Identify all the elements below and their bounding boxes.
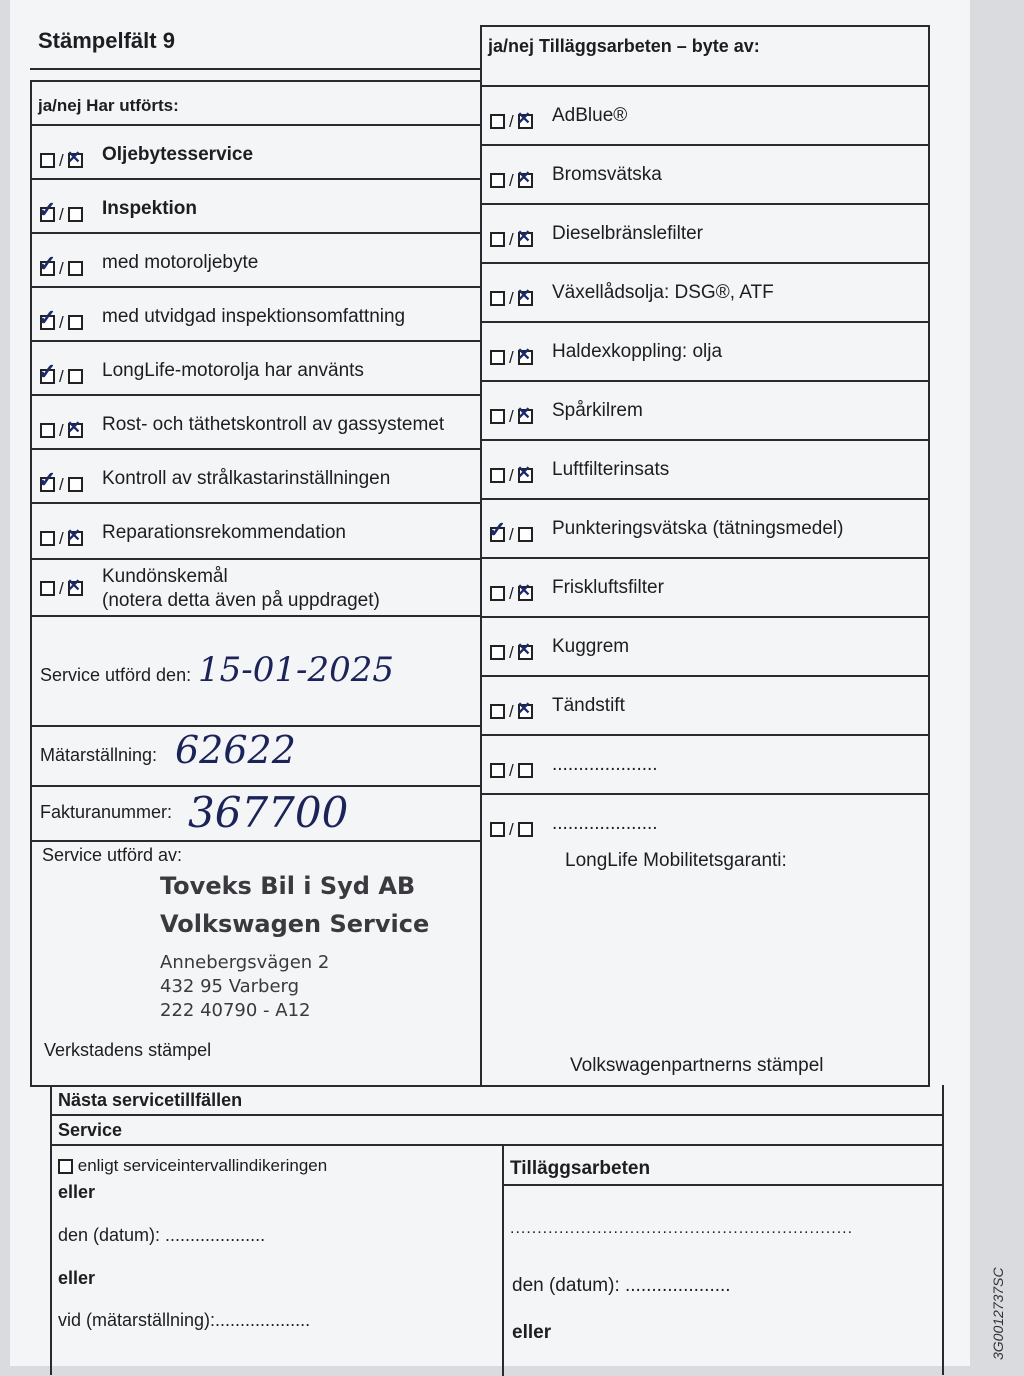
extra-item-yes-checkbox[interactable] bbox=[490, 704, 505, 719]
done-item-checks: ✓/ bbox=[40, 366, 83, 388]
done-item-no-checkbox[interactable] bbox=[68, 531, 83, 546]
done-item-checks: /✕ bbox=[40, 150, 83, 172]
done-item-label: Inspektion bbox=[102, 198, 198, 219]
row-divider bbox=[50, 1144, 942, 1146]
interval-checkbox[interactable] bbox=[58, 1159, 73, 1174]
done-item-label: Oljebytesservice bbox=[102, 144, 254, 165]
row-divider bbox=[480, 203, 930, 205]
row-divider bbox=[480, 439, 930, 441]
row-divider bbox=[30, 340, 480, 342]
next-date-field[interactable]: den (datum): .................... bbox=[58, 1225, 266, 1245]
partner-stamp-label: Volkswagenpartnerns stämpel bbox=[570, 1055, 824, 1076]
invoice-label: Fakturanummer: bbox=[40, 802, 173, 822]
extra-item-label: Friskluftsfilter bbox=[552, 577, 664, 598]
row-divider bbox=[480, 321, 930, 323]
next-left-border bbox=[50, 1085, 52, 1375]
row-divider bbox=[30, 448, 480, 450]
service-date-value: 15-01-2025 bbox=[198, 650, 395, 690]
extra-item-no-checkbox[interactable] bbox=[518, 822, 533, 837]
row-divider bbox=[480, 144, 930, 146]
row-divider bbox=[30, 124, 480, 126]
row-divider bbox=[480, 616, 930, 618]
extra-item-checks: ✓/ bbox=[490, 524, 533, 546]
next-column-divider bbox=[502, 1144, 504, 1376]
extra-item-no-checkbox[interactable] bbox=[518, 409, 533, 424]
row-divider bbox=[30, 615, 480, 617]
extra-item-no-checkbox[interactable] bbox=[518, 173, 533, 188]
mobility-label: LongLife Mobilitetsgaranti: bbox=[565, 850, 787, 871]
done-item-checks: ✓/ bbox=[40, 474, 83, 496]
extra-item-yes-checkbox[interactable] bbox=[490, 468, 505, 483]
done-item-no-checkbox[interactable] bbox=[68, 315, 83, 330]
service-date-label: Service utförd den: bbox=[40, 665, 192, 685]
performed-by-label: Service utförd av: bbox=[42, 845, 183, 865]
extra-item-label: Kuggrem bbox=[552, 636, 630, 657]
left-border bbox=[30, 80, 32, 1085]
section-divider bbox=[30, 1085, 930, 1087]
stamp-city: 432 95 Varberg bbox=[160, 976, 300, 997]
invoice-value: 367700 bbox=[188, 788, 349, 837]
extra-item-label: Växellådsolja: DSG®, ATF bbox=[552, 282, 774, 303]
done-item-label: med utvidgad inspektionsomfattning bbox=[102, 306, 406, 327]
row-divider bbox=[30, 502, 480, 504]
extra-item-yes-checkbox[interactable] bbox=[490, 232, 505, 247]
extra-item-no-checkbox[interactable] bbox=[518, 763, 533, 778]
extra-item-checks: /✕ bbox=[490, 111, 533, 133]
done-item-checks: ✓/ bbox=[40, 204, 83, 226]
interval-option-label: enligt serviceintervallindikeringen bbox=[77, 1156, 328, 1175]
extra-item-checks: /✕ bbox=[490, 583, 533, 605]
stamp-field-form bbox=[30, 10, 930, 1366]
extra-item-checks: /✕ bbox=[490, 288, 533, 310]
stamp-number: 222 40790 - A12 bbox=[160, 1000, 311, 1021]
done-item-no-checkbox[interactable] bbox=[68, 477, 83, 492]
done-item-yes-checkbox[interactable] bbox=[40, 153, 55, 168]
odometer-label: Mätarställning: bbox=[40, 745, 158, 765]
extra-item-no-checkbox[interactable] bbox=[518, 468, 533, 483]
next-service-title: Nästa servicetillfällen bbox=[58, 1090, 243, 1110]
column-divider bbox=[480, 25, 482, 1085]
odometer-value: 62622 bbox=[175, 728, 296, 772]
next-odometer-field[interactable]: vid (mätarställning):................... bbox=[58, 1310, 311, 1330]
extra-item-no-checkbox[interactable] bbox=[518, 645, 533, 660]
extra-or-label: eller bbox=[512, 1322, 552, 1343]
done-item-yes-checkbox[interactable] bbox=[40, 261, 55, 276]
row-divider bbox=[30, 232, 480, 234]
row-divider bbox=[30, 558, 480, 560]
done-item-label: Reparationsrekommendation bbox=[102, 522, 346, 543]
row-divider bbox=[480, 557, 930, 559]
row-divider bbox=[480, 85, 930, 87]
done-item-no-checkbox[interactable] bbox=[68, 153, 83, 168]
extra-item-yes-checkbox[interactable] bbox=[490, 173, 505, 188]
kundonskemal-note: (notera detta även på uppdraget) bbox=[102, 590, 380, 611]
extra-item-checks: /✕ bbox=[490, 170, 533, 192]
title-underline bbox=[30, 68, 480, 70]
done-item-label: med motoroljebyte bbox=[102, 252, 259, 273]
extra-item-yes-checkbox[interactable] bbox=[490, 114, 505, 129]
extra-item-label: Punkteringsvätska (tätningsmedel) bbox=[552, 518, 844, 539]
extra-item-yes-checkbox[interactable] bbox=[490, 645, 505, 660]
done-item-checks: /✕ bbox=[40, 528, 83, 550]
done-item-label: LongLife-motorolja har använts bbox=[102, 360, 364, 381]
done-item-label: Rost- och täthetskontroll av gassystemet bbox=[102, 414, 445, 435]
extra-item-checks: /✕ bbox=[490, 406, 533, 428]
row-divider bbox=[480, 675, 930, 677]
left-header-top bbox=[30, 80, 480, 82]
kundonskemal-no-checkbox[interactable] bbox=[68, 581, 83, 596]
done-item-yes-checkbox[interactable] bbox=[40, 531, 55, 546]
extra-work-field[interactable]: ............................................................... bbox=[510, 1220, 854, 1237]
done-item-no-checkbox[interactable] bbox=[68, 207, 83, 222]
stamp-street: Annebergsvägen 2 bbox=[160, 952, 330, 973]
next-right-border bbox=[942, 1085, 944, 1375]
row-divider bbox=[30, 785, 480, 787]
row-divider bbox=[480, 498, 930, 500]
row-divider bbox=[480, 734, 930, 736]
extra-item-yes-checkbox[interactable] bbox=[490, 586, 505, 601]
row-divider bbox=[30, 178, 480, 180]
extra-item-label: .................... bbox=[552, 813, 658, 834]
kundonskemal-checks: /✕ bbox=[40, 578, 83, 600]
left-header: ja/nej Har utförts: bbox=[38, 96, 179, 115]
extra-item-yes-checkbox[interactable] bbox=[490, 822, 505, 837]
stamp-company: Toveks Bil i Syd AB bbox=[160, 872, 416, 900]
row-divider bbox=[502, 1184, 942, 1186]
extra-work-label: Tilläggsarbeten bbox=[510, 1158, 651, 1179]
extra-item-checks: /✕ bbox=[490, 347, 533, 369]
done-item-checks: ✓/ bbox=[40, 258, 83, 280]
row-divider bbox=[30, 725, 480, 727]
extra-item-no-checkbox[interactable] bbox=[518, 114, 533, 129]
extra-item-yes-checkbox[interactable] bbox=[490, 291, 505, 306]
stamp-brand: Volkswagen Service bbox=[160, 910, 430, 938]
done-item-yes-checkbox[interactable] bbox=[40, 423, 55, 438]
done-item-no-checkbox[interactable] bbox=[68, 261, 83, 276]
extra-item-yes-checkbox[interactable] bbox=[490, 350, 505, 365]
extra-item-checks: /✕ bbox=[490, 465, 533, 487]
form-title: Stämpelfält 9 bbox=[38, 28, 175, 53]
done-item-yes-checkbox[interactable] bbox=[40, 315, 55, 330]
row-divider bbox=[30, 840, 480, 842]
interval-option bbox=[58, 1156, 327, 1176]
extra-item-no-checkbox[interactable] bbox=[518, 527, 533, 542]
row-divider bbox=[30, 286, 480, 288]
form-page bbox=[10, 0, 970, 1366]
extra-item-no-checkbox[interactable] bbox=[518, 350, 533, 365]
extra-item-label: Haldexkoppling: olja bbox=[552, 341, 723, 362]
extra-item-label: .................... bbox=[552, 754, 658, 775]
extra-item-yes-checkbox[interactable] bbox=[490, 763, 505, 778]
extra-item-no-checkbox[interactable] bbox=[518, 704, 533, 719]
extra-item-no-checkbox[interactable] bbox=[518, 586, 533, 601]
row-divider bbox=[50, 1114, 942, 1116]
document-code: 3G0012737SC bbox=[990, 1267, 1006, 1360]
right-border bbox=[928, 25, 930, 1085]
done-item-yes-checkbox[interactable] bbox=[40, 477, 55, 492]
row-divider bbox=[480, 793, 930, 795]
or-label-2: eller bbox=[58, 1268, 96, 1288]
extra-item-no-checkbox[interactable] bbox=[518, 232, 533, 247]
done-item-no-checkbox[interactable] bbox=[68, 369, 83, 384]
extra-item-label: Luftfilterinsats bbox=[552, 459, 670, 480]
extra-item-yes-checkbox[interactable] bbox=[490, 527, 505, 542]
extra-item-checks: /✕ bbox=[490, 701, 533, 723]
extra-date-field[interactable]: den (datum): .................... bbox=[512, 1275, 731, 1296]
row-divider bbox=[480, 380, 930, 382]
done-item-no-checkbox[interactable] bbox=[68, 423, 83, 438]
row-divider bbox=[480, 262, 930, 264]
extra-item-yes-checkbox[interactable] bbox=[490, 409, 505, 424]
top-border bbox=[480, 25, 930, 27]
row-divider bbox=[30, 394, 480, 396]
next-service-label: Service bbox=[58, 1120, 123, 1140]
done-item-label: Kontroll av strålkastarinställningen bbox=[102, 468, 391, 489]
done-item-checks: /✕ bbox=[40, 420, 83, 442]
kundonskemal-label: Kundönskemål bbox=[102, 566, 228, 587]
done-item-yes-checkbox[interactable] bbox=[40, 207, 55, 222]
extra-item-label: AdBlue® bbox=[552, 105, 628, 126]
extra-item-checks: / bbox=[490, 760, 533, 782]
extra-item-label: Bromsvätska bbox=[552, 164, 662, 185]
or-label-1: eller bbox=[58, 1182, 96, 1202]
done-item-checks: ✓/ bbox=[40, 312, 83, 334]
extra-item-label: Spårkilrem bbox=[552, 400, 643, 421]
workshop-stamp-label: Verkstadens stämpel bbox=[44, 1040, 212, 1060]
extra-item-checks: /✕ bbox=[490, 229, 533, 251]
done-item-yes-checkbox[interactable] bbox=[40, 369, 55, 384]
extra-item-label: Tändstift bbox=[552, 695, 625, 716]
extra-item-checks: / bbox=[490, 819, 533, 841]
extra-item-label: Dieselbränslefilter bbox=[552, 223, 704, 244]
extra-item-checks: /✕ bbox=[490, 642, 533, 664]
extra-item-no-checkbox[interactable] bbox=[518, 291, 533, 306]
kundonskemal-yes-checkbox[interactable] bbox=[40, 581, 55, 596]
right-header: ja/nej Tilläggsarbeten – byte av: bbox=[488, 36, 760, 56]
